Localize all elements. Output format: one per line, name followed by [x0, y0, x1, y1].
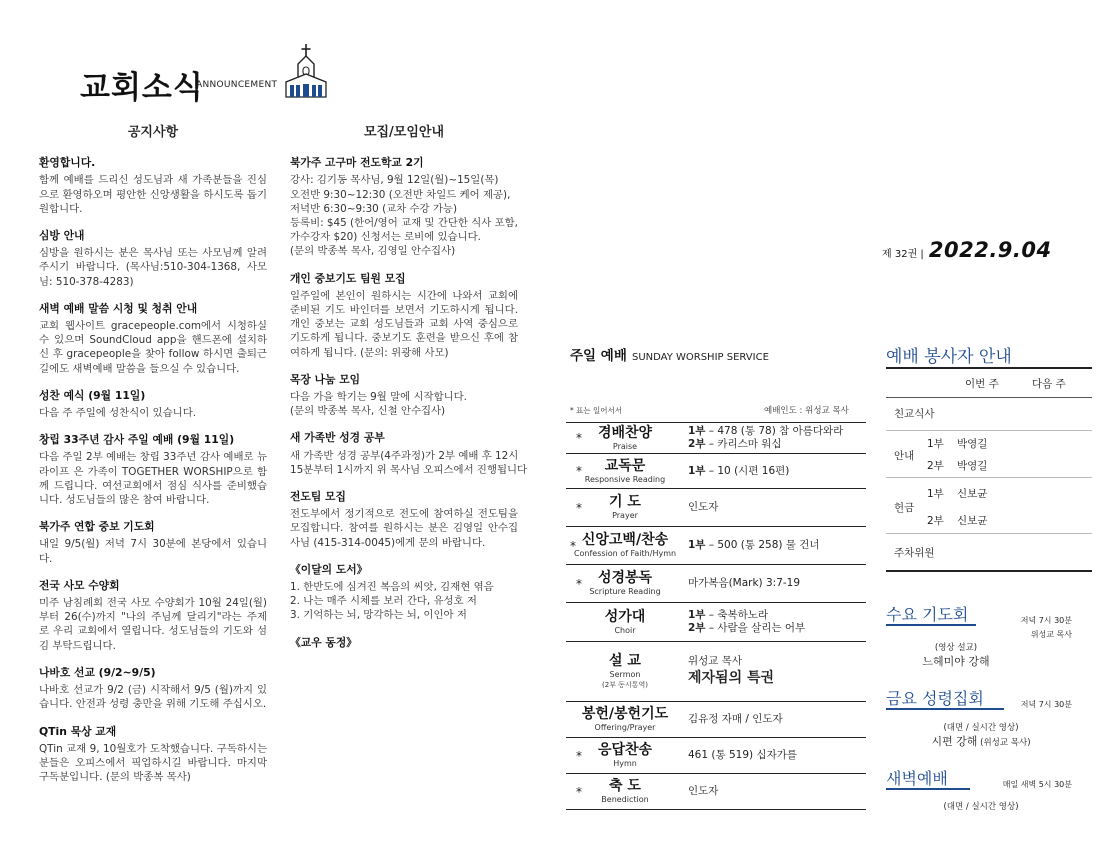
service-part: 2부 [688, 622, 706, 634]
recruit-item [290, 563, 518, 623]
notices-column [39, 126, 267, 797]
volunteer-part: 2부 [927, 460, 944, 472]
order-content [684, 713, 866, 726]
dawn-sub: (대면 / 실시간 영상) [943, 802, 1019, 812]
recruit-title: 북가주 고구마 전도학교 2기 [290, 156, 424, 170]
recruit-item [290, 636, 518, 650]
order-label-ko: 기 도 [609, 494, 641, 510]
wednesday-time: 저녁 7시 30분 [1020, 616, 1072, 625]
notice-body: 다음 주일 2부 예배는 창립 33주년 감사 예배로 뉴라이프 은 가족이 TOGETHER WORSHIP으로 함께 드립니다. 여선교회에서 점심 식사를 준비했습니다. 성도님들의 많은 참여 바랍니다. [39, 451, 267, 507]
recruit-title: 새 가족반 성경 공부 [290, 431, 385, 445]
order-label-ko: 응답찬송 [597, 742, 653, 758]
order-label-en: Praise [612, 441, 638, 451]
recruit-item [290, 431, 528, 477]
order-row [566, 454, 866, 489]
recruit-line: 강사: 김기동 목사님, 9월 12일(월)~15일(목) [290, 174, 499, 187]
order-label-en: Offering/Prayer [594, 723, 656, 732]
recruit-line: 다음 가을 학기는 9월 말에 시작합니다. [290, 391, 467, 404]
worship-leader: 예배인도 : 위성교 목사 [764, 406, 849, 416]
wednesday-main: 느헤미야 강해 [922, 655, 990, 668]
service-part: 1부 [688, 539, 706, 551]
order-label-ko: 축 도 [609, 778, 641, 794]
order-content [684, 425, 866, 451]
volunteer-role: 친교식사 [894, 408, 935, 420]
dawn-body [886, 801, 1076, 814]
order-content [684, 539, 866, 552]
notice-title: 나바호 선교 (9/2~9/5) [39, 665, 156, 679]
order-label-ko: 설 교 [609, 653, 641, 669]
dawn-time: 매일 새벽 5시 30분 [1002, 780, 1072, 789]
order-content [684, 501, 866, 514]
notice-item [39, 156, 267, 216]
recruit-line: 1. 한반도에 심겨진 복음의 씨앗, 김재현 엮음 [290, 581, 494, 594]
issue-date [882, 238, 1052, 262]
order-label-ko: 교독문 [604, 457, 646, 474]
recruit-line: 가수강자 $20) 신청서는 로비에 있습니다. [290, 231, 481, 244]
recruit-title: 《이달의 도서》 [290, 562, 368, 576]
volunteer-name: 박영길 [957, 438, 988, 450]
dawn-title: 새벽예배 [886, 769, 948, 788]
volunteer-part: 1부 [927, 488, 944, 500]
volunteer-part: 2부 [927, 515, 944, 527]
recruit-title: 전도팀 모집 [290, 490, 346, 504]
order-label-en: Sermon [609, 670, 641, 679]
issue-date-value: 2022.9.04 [928, 238, 1052, 262]
service-part: 1부 [688, 609, 706, 621]
recruit-line: 3. 기억하는 뇌, 망각하는 뇌, 이인아 저 [290, 609, 467, 622]
notice-title: 북가주 연합 중보 기도회 [39, 520, 155, 534]
order-label-en: Choir [614, 625, 636, 635]
volunteer-row [886, 478, 1092, 534]
recruit-title: 목장 나눔 모임 [290, 372, 361, 386]
order-detail: – 카리스마 워십 [705, 438, 782, 450]
recruit-line: (문의 박종복 목사, 김영일 안수집사) [290, 245, 456, 258]
wednesday-title: 수요 기도회 [886, 605, 969, 624]
service-part: 2부 [688, 438, 706, 450]
notice-body: 미주 남침례회 전국 사모 수양회가 10월 24일(월)부터 26(수)까지 "나의 주님께 달리기"라는 주제로 우리 교회에서 열립니다. 성도님들의 기도와 섬김 부탁드립니다. [39, 597, 267, 652]
preacher: 위성교 목사 [688, 655, 743, 667]
notice-title: 성찬 예식 (9월 11일) [39, 388, 146, 402]
volunteer-role: 주차위원 [894, 547, 935, 559]
church-icon [283, 42, 329, 98]
standing-mark: * [576, 748, 582, 763]
wednesday-sub: (영상 설교) [934, 643, 978, 653]
wednesday-leader: 위성교 목사 [1030, 630, 1072, 639]
notice-body: QTin 교재 9, 10월호가 도착했습니다. 구독하시는 분들은 오피스에서 픽업하시길 바랍니다. 마지막 구독분입니다. (문의 박종복 목사) [39, 742, 267, 784]
recruit-body: 일주일에 본인이 원하시는 시간에 나와서 교회에 준비된 기도 바인더를 보면서 기도하시게 됩니다. 개인 중보는 교회 성도님들과 교회 사역 중심으로 기도하게 됩니다. 중보기도 훈련을 받으신 후에 참여하게 됩니다. (문의: 위광해 사모) [290, 289, 518, 359]
order-detail: – 478 (통 78) 참 아름다와라 [705, 425, 844, 437]
order-detail: – 사람을 살리는 어부 [705, 622, 806, 634]
notice-item [39, 666, 267, 712]
order-label-ko: 신앙고백/찬송 [581, 532, 669, 548]
order-label-en: Benediction [601, 795, 649, 804]
order-detail: 김유정 자매 / 인도자 [688, 713, 783, 725]
friday-leader: (위성교 목사) [980, 738, 1031, 748]
order-label-en: Hymn [613, 759, 637, 768]
standing-mark: * [576, 464, 582, 478]
order-content [684, 785, 866, 798]
wednesday-body [886, 642, 1026, 668]
sermon-title: 제자됨의 특권 [688, 670, 775, 686]
service-part: 1부 [688, 464, 706, 477]
order-detail: 인도자 [688, 785, 719, 797]
volunteer-name: 신보균 [957, 515, 988, 527]
friday-rule [886, 708, 1004, 710]
order-label-en: Confession of Faith/Hymn [573, 549, 677, 558]
recruit-column [290, 125, 528, 663]
service-part: 1부 [688, 425, 706, 437]
recruit-line: (문의 박종복 목사, 신철 안수집사) [290, 405, 446, 418]
volunteer-role: 안내 [894, 450, 915, 462]
notice-title: 창립 33주년 감사 주일 예배 (9월 11일) [39, 433, 235, 447]
notice-item [39, 579, 267, 653]
worship-title [570, 344, 769, 364]
order-row [566, 642, 866, 702]
volunteers-table [886, 367, 1092, 572]
notice-body: 함께 예배를 드리신 성도님과 새 가족분들을 진심으로 환영하오며 평안한 신앙생활을 하시도록 돕기 원합니다. [39, 174, 267, 215]
order-label-ko: 경배찬양 [597, 424, 653, 441]
recruit-line: 저녁반 6:30~9:30 (교차 수강 가능) [290, 202, 458, 215]
order-label-ko: 봉헌/봉헌기도 [581, 706, 669, 722]
recruit-heading: 모집/모임안내 [363, 125, 445, 140]
order-row [566, 565, 866, 603]
order-label-ko: 성경봉독 [597, 570, 653, 586]
notice-title: 심방 안내 [39, 229, 85, 243]
recruit-title: 《교우 동정》 [290, 635, 358, 649]
notice-item [39, 433, 267, 507]
volunteers-header [886, 369, 1092, 398]
order-row [566, 702, 866, 738]
order-detail: 마가복음(Mark) 3:7-19 [688, 577, 801, 589]
order-label-en: Scripture Reading [589, 587, 661, 596]
volunteer-name: 박영길 [957, 460, 988, 472]
order-row [566, 527, 866, 565]
volunteer-role: 헌금 [894, 502, 915, 514]
notices-heading: 공지사항 [127, 125, 179, 140]
volunteers-title: 예배 봉사자 안내 [886, 347, 1012, 367]
page-subtitle: ANNOUNCEMENT [196, 80, 278, 90]
standing-mark: * [576, 576, 582, 591]
order-detail: 461 (통 519) 십자가를 [688, 749, 798, 761]
column-this-week: 이번 주 [965, 378, 999, 390]
worship-title-en: SUNDAY WORSHIP SERVICE [631, 352, 769, 363]
order-content [684, 609, 866, 635]
order-row [566, 738, 866, 774]
volunteer-row [886, 534, 1092, 570]
recruit-item [290, 373, 518, 419]
wednesday-rule [886, 624, 976, 626]
order-content [684, 465, 866, 478]
notice-title: 새벽 예배 말씀 시청 및 청취 안내 [39, 301, 198, 315]
interpretation-note: (2부 동시통역) [602, 681, 648, 689]
friday-main: 시편 강해 [931, 735, 978, 748]
recruit-line: 2. 나는 매주 시체를 보러 간다, 유성호 저 [290, 595, 477, 608]
dawn-rule [886, 788, 970, 790]
volunteer-part: 1부 [927, 438, 944, 450]
order-detail: 인도자 [688, 501, 719, 513]
recruit-line: 등록비: $45 (한어/영어 교재 및 간단한 식사 포함, [290, 217, 518, 230]
standing-note: * 표는 일어서서 [570, 406, 622, 415]
notice-body: 심방을 원하시는 분은 목사님 또는 사모님께 알려 주시기 바랍니다. (목사님:510-304-1368, 사모님: 510-378-4283) [39, 247, 267, 288]
notice-item [39, 389, 267, 420]
notice-body: 교회 웹사이트 gracepeople.com에서 시청하실 수 있으며 SoundCloud app을 핸드폰에 설치하신 후 gracepeople을 찾아 follow 하시면 출퇴근 길에도 새벽예배 말씀을 들으실 수 있습니다. [39, 320, 267, 375]
standing-mark: * [576, 431, 582, 445]
order-content [684, 749, 866, 762]
order-content [684, 577, 866, 590]
notice-item [39, 520, 267, 566]
order-label-en: Prayer [612, 511, 638, 520]
worship-order-table [566, 422, 866, 810]
notice-body: 내일 9/5(월) 저녁 7시 30분에 본당에서 있습니다. [39, 538, 267, 565]
order-detail: – 축복하노라 [705, 609, 769, 621]
notice-item [39, 725, 267, 785]
recruit-item [290, 490, 518, 550]
notice-body: 나바호 선교가 9/2 (금) 시작해서 9/5 (월)까지 있습니다. 안전과 성령 충만을 위해 기도해 주십시오. [39, 684, 267, 711]
friday-sub: (대면 / 실시간 영상) [943, 723, 1019, 733]
order-content [684, 655, 866, 688]
notice-item [39, 302, 267, 376]
notice-item [39, 229, 267, 289]
friday-body [886, 722, 1076, 750]
standing-mark: * [576, 784, 582, 799]
order-row [566, 774, 866, 810]
issue-volume: 제 32권 | [882, 249, 924, 260]
page-title: 교회소식 [80, 70, 204, 106]
notice-title: 환영합니다. [39, 156, 96, 170]
volunteer-row [886, 431, 1092, 478]
order-detail: – 500 (통 258) 물 건너 [705, 539, 820, 551]
friday-title: 금요 성령집회 [886, 689, 984, 708]
recruit-title: 개인 중보기도 팀원 모집 [290, 271, 406, 285]
order-label-en: Responsive Reading [584, 474, 666, 484]
column-next-week: 다음 주 [1032, 378, 1066, 390]
order-row [566, 603, 866, 642]
order-label-ko: 성가대 [604, 608, 646, 625]
recruit-body: 전도부에서 정기적으로 전도에 참여하실 전도팀을 모집합니다. 참여를 원하시는 분은 김영일 안수집사님 (415-314-0045)에게 문의 바랍니다. [290, 508, 518, 549]
notice-title: 전국 사모 수양회 [39, 578, 120, 592]
recruit-line: 새 가족반 성경 공부(4주과정)가 2부 예배 후 12시 [290, 449, 519, 462]
standing-mark: * [576, 500, 582, 515]
recruit-item [290, 156, 518, 258]
volunteer-name: 신보균 [957, 488, 988, 500]
notice-body: 다음 주 주일에 성찬식이 있습니다. [39, 407, 197, 420]
order-row [566, 423, 866, 454]
notice-title: QTin 묵상 교재 [39, 724, 117, 738]
order-row [566, 489, 866, 527]
order-detail: – 10 (시편 16편) [705, 464, 790, 477]
recruit-line: 오전반 9:30~12:30 (오전반 차일드 케어 제공), [290, 188, 511, 201]
worship-title-ko: 주일 예배 [570, 348, 627, 364]
standing-mark: * [570, 538, 576, 553]
friday-time: 저녁 7시 30분 [1020, 700, 1072, 709]
recruit-line: 15분부터 1시까지 위 목사님 오피스에서 진행됩니다 [290, 463, 528, 476]
volunteer-row [886, 398, 1092, 431]
recruit-item [290, 272, 518, 360]
